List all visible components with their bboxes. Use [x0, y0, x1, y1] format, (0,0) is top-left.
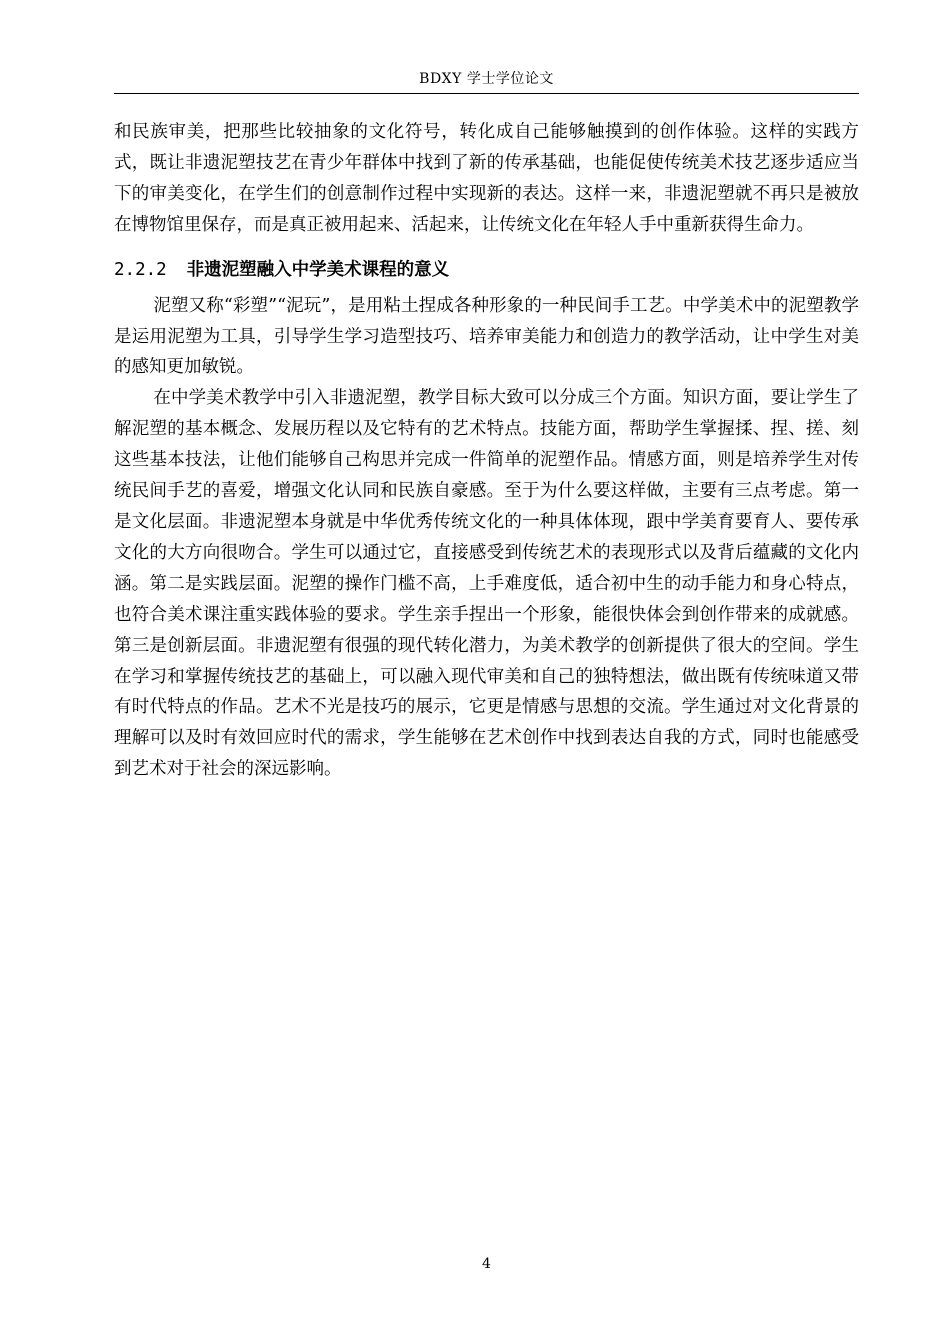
- body-paragraph: 在中学美术教学中引入非遗泥塑，教学目标大致可以分成三个方面。知识方面，要让学生了解泥塑的基本概念、发展历程以及它特有的艺术特点。技能方面，帮助学生掌握揉、捏、搓、刻这些基本技法，让他们能够自己构思并完成一件简单的泥塑作品。情感方面，则是培养学生对传统民间手艺的喜爱，增强文化认同和民族自豪感。至于为什么要这样做，主要有三点考虑。第一是文化层面。非遗泥塑本身就是中华优秀传统文化的一种具体体现，跟中学美育要育人、要传承文化的大方向很吻合。学生可以通过它，直接感受到传统艺术的表现形式以及背后蕴藏的文化内涵。第二是实践层面。泥塑的操作门槛不高，上手难度低，适合初中生的动手能力和身心特点，也符合美术课注重实践体验的要求。学生亲手捏出一个形象，能很快体会到创作带来的成就感。第三是创新层面。非遗泥塑有很强的现代转化潜力，为美术教学的创新提供了很大的空间。学生在学习和掌握传统技艺的基础上，可以融入现代审美和自己的独特想法，做出既有传统味道又带有时代特点的作品。艺术不光是技巧的展示，它更是情感与思想的交流。学生通过对文化背景的理解可以及时有效回应时代的需求，学生能够在艺术创作中找到表达自我的方式，同时也能感受到艺术对于社会的深远影响。: [114, 388, 859, 780]
- section-heading: [114, 241, 859, 291]
- running-header: BDXY 学士学位论文: [419, 71, 554, 87]
- body-paragraph-continued: 和民族审美，把那些比较抽象的文化符号，转化成自己能够触摸到的创作体验。这样的实践方式，既让非遗泥塑技艺在青少年群体中找到了新的传承基础，也能促使传统美术技艺逐步适应当下的审美变化，在学生们的创意制作过程中实现新的表达。这样一来，非遗泥塑就不再只是被放在博物馆里保存，而是真正被用起来、活起来，让传统文化在年轻人手中重新获得生命力。: [114, 122, 859, 235]
- section-title: 非遗泥塑融入中学美术课程的意义: [186, 259, 450, 280]
- section-number: 2.2.2: [114, 259, 167, 280]
- page-body: [114, 117, 859, 785]
- header-divider: [114, 93, 859, 94]
- page-number: 4: [482, 1256, 491, 1272]
- body-paragraph: 泥塑又称“彩塑”“泥玩”，是用粘土捏成各种形象的一种民间手工艺。中学美术中的泥塑教学是运用泥塑为工具，引导学生学习造型技巧、培养审美能力和创造力的教学活动，让中学生对美的感知更加敏锐。: [114, 295, 859, 378]
